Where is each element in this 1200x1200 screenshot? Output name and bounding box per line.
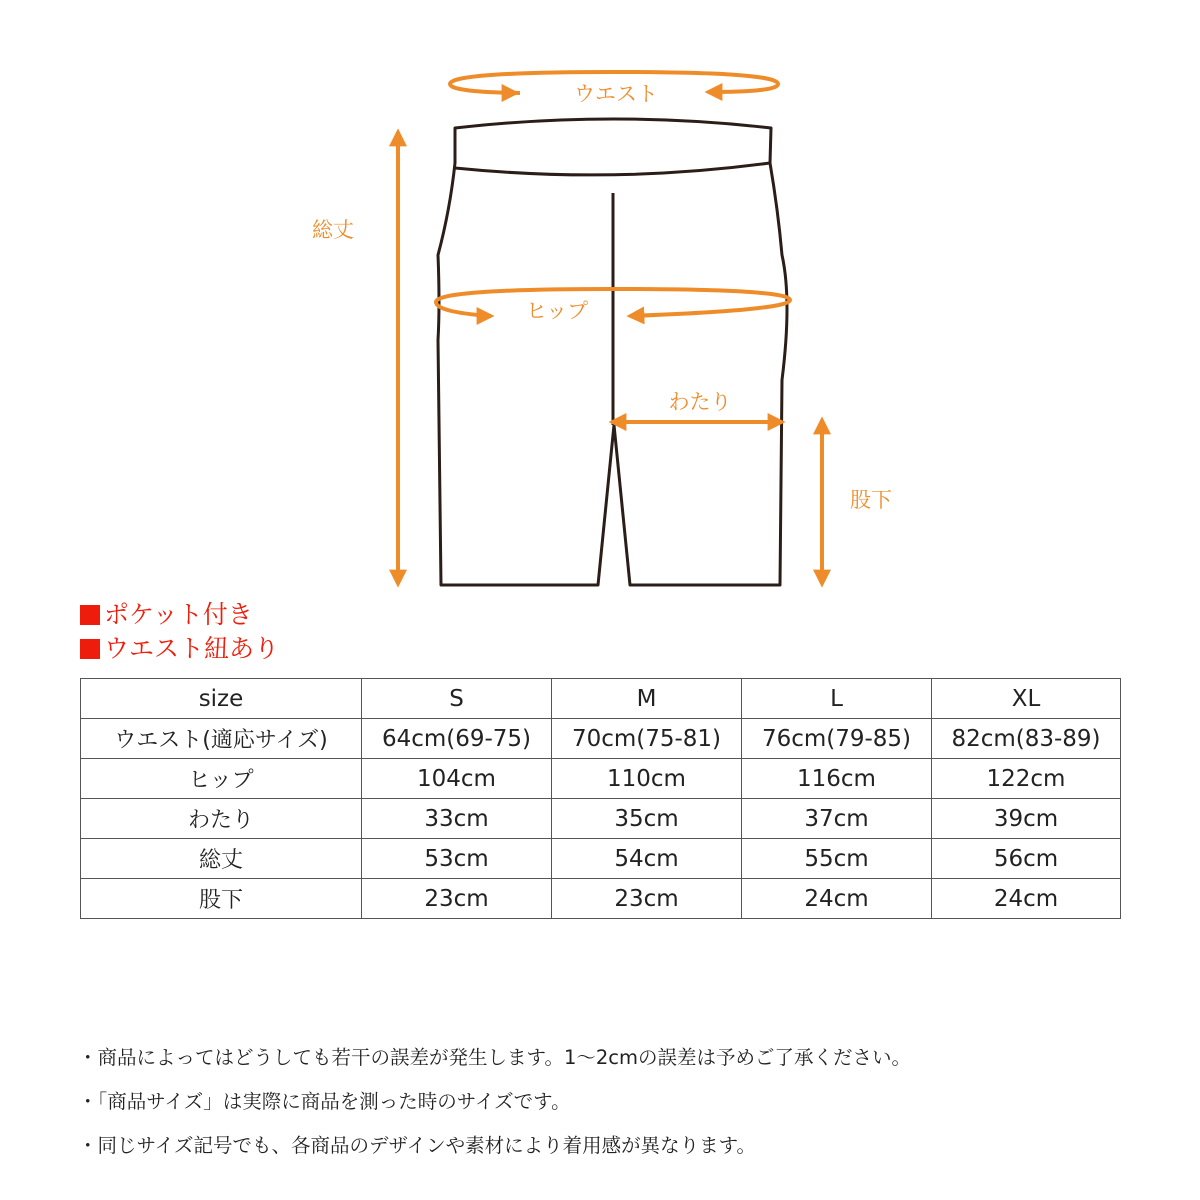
note-item: ・「商品サイズ」は実際に商品を測った時のサイズです。 <box>78 1090 571 1113</box>
table-row <box>81 839 1121 879</box>
waist-label: ウエスト <box>574 82 658 106</box>
table-header-cell: S <box>362 679 552 719</box>
table-row-label: わたり <box>81 799 362 839</box>
note-item: ・同じサイズ記号でも、各商品のデザインや素材により着用感が異なります。 <box>78 1134 757 1157</box>
table-row <box>81 759 1121 799</box>
table-cell: 122cm <box>932 759 1121 799</box>
table-cell: 39cm <box>932 799 1121 839</box>
table-row-label: 股下 <box>81 879 362 919</box>
feature-item <box>80 632 279 666</box>
table-cell: 76cm(79-85) <box>742 719 932 759</box>
table-header-cell: size <box>81 679 362 719</box>
table-cell: 55cm <box>742 839 932 879</box>
feature-text: ポケット付き <box>104 600 253 629</box>
table-row-label: 総丈 <box>81 839 362 879</box>
table-cell: 24cm <box>932 879 1121 919</box>
table-cell: 82cm(83-89) <box>932 719 1121 759</box>
total-length-label: 総丈 <box>312 218 354 242</box>
size-table <box>80 678 1121 919</box>
table-cell: 33cm <box>362 799 552 839</box>
table-row <box>81 879 1121 919</box>
table-cell: 37cm <box>742 799 932 839</box>
note-item: ・商品によってはどうしても若干の誤差が発生します。1〜2cmの誤差は予めご了承ください。 <box>78 1046 911 1069</box>
table-row <box>81 799 1121 839</box>
table-cell: 24cm <box>742 879 932 919</box>
table-header-cell: XL <box>932 679 1121 719</box>
table-cell: 56cm <box>932 839 1121 879</box>
table-header-cell: L <box>742 679 932 719</box>
table-cell: 70cm(75-81) <box>552 719 742 759</box>
thigh-label: わたり <box>668 390 732 414</box>
hip-label: ヒップ <box>525 299 589 323</box>
table-header-cell: M <box>552 679 742 719</box>
red-square-icon <box>80 605 100 625</box>
table-cell: 23cm <box>362 879 552 919</box>
table-cell: 23cm <box>552 879 742 919</box>
notes-list <box>78 1036 911 1168</box>
table-header-row <box>81 679 1121 719</box>
total-length-measure <box>312 132 398 584</box>
feature-list <box>80 598 279 666</box>
thigh-measure <box>612 390 782 422</box>
table-row-label: ヒップ <box>81 759 362 799</box>
table-cell: 54cm <box>552 839 742 879</box>
table-cell: 53cm <box>362 839 552 879</box>
table-cell: 104cm <box>362 759 552 799</box>
waistband-line <box>455 163 770 175</box>
feature-text: ウエスト紐あり <box>104 634 280 663</box>
inseam-measure <box>822 420 892 584</box>
table-row <box>81 719 1121 759</box>
table-cell: 116cm <box>742 759 932 799</box>
table-row-label: ウエスト(適応サイズ) <box>81 719 362 759</box>
shorts-outline <box>438 119 787 585</box>
table-cell: 110cm <box>552 759 742 799</box>
table-cell: 35cm <box>552 799 742 839</box>
waist-measure <box>450 72 778 106</box>
table-cell: 64cm(69-75) <box>362 719 552 759</box>
feature-item <box>80 598 279 632</box>
inseam-label: 股下 <box>850 488 892 512</box>
red-square-icon <box>80 639 100 659</box>
